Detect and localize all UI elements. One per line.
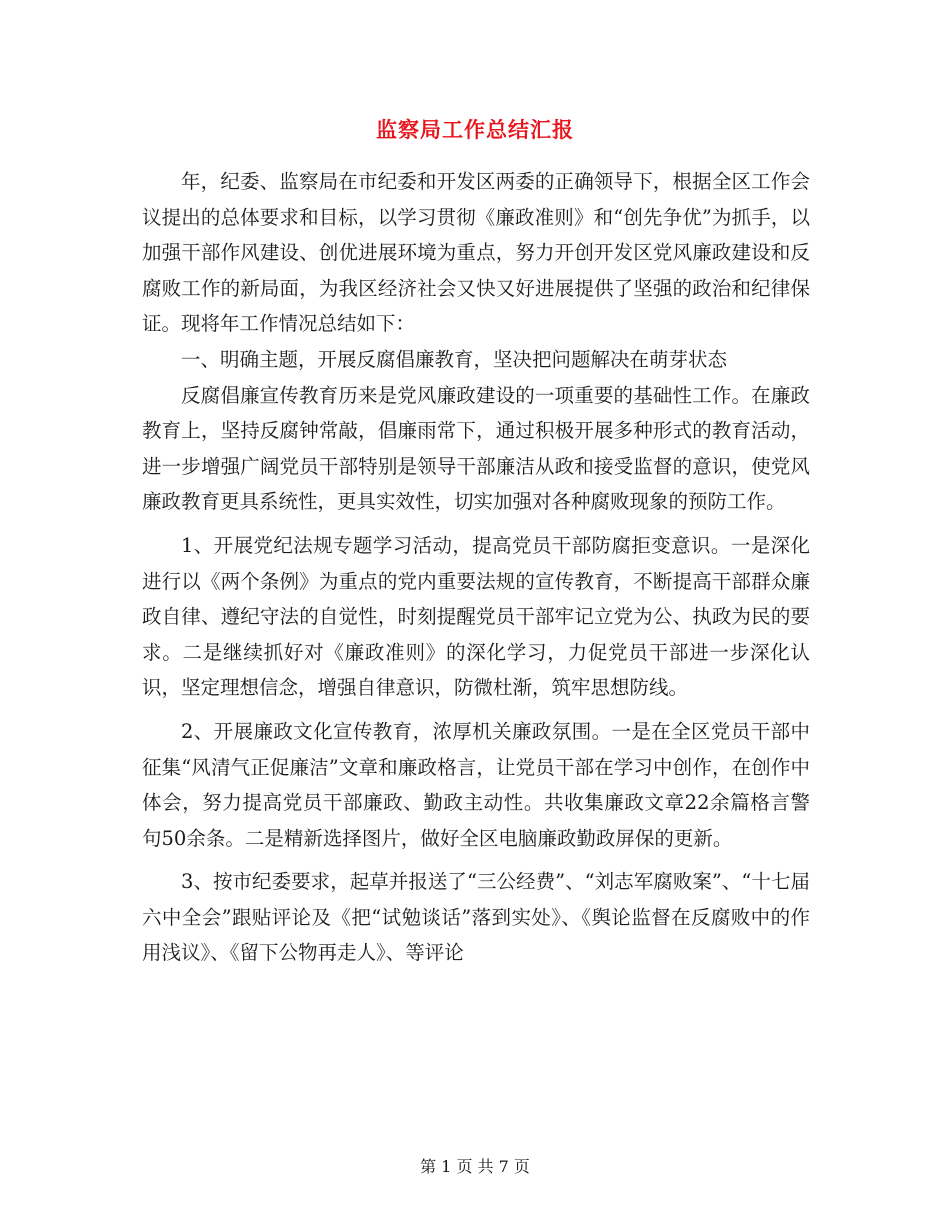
paragraph-intro: 年，纪委、监察局在市纪委和开发区两委的正确领导下，根据全区工作会议提出的总体要求和目标，以学习贯彻《廉政准则》和“创先争优”为抓手，以加强干部作风建设、创优进展环境为重点，努力开创开发区党风廉政建设和反腐败工作的新局面，为我区经济社会又快又好进展提供了坚强的政治和纪律保证。现将年工作情况总结如下：: [142, 170, 810, 336]
document-body: [142, 164, 810, 971]
paragraph-item-1: 1、开展党纪法规专题学习活动，提高党员干部防腐拒变意识。一是深化进行以《两个条例》为重点的党内重要法规的宣传教育，不断提高干部群众廉政自律、遵纪守法的自觉性，时刻提醒党员干部牢记立党为公、执政为民的要求。二是继续抓好对《廉政准则》的深化学习，力促党员干部进一步深化认识，坚定理想信念，增强自律意识，防微杜渐，筑牢思想防线。: [142, 533, 810, 700]
document-title: 监察局工作总结汇报: [376, 118, 574, 142]
paragraph-education: 反腐倡廉宣传教育历来是党风廉政建设的一项重要的基础性工作。在廉政教育上，坚持反腐钟常敲，倡廉雨常下，通过积极开展多种形式的教育活动，进一步增强广阔党员干部特别是领导干部廉洁从政和接受监督的意识，使党风廉政教育更具系统性，更具实效性，切实加强对各种腐败现象的预防工作。: [142, 383, 810, 514]
paragraph-item-2: 2、开展廉政文化宣传教育，浓厚机关廉政氛围。一是在全区党员干部中征集“风清气正促廉洁”文章和廉政格言，让党员干部在学习中创作，在创作中体会，努力提高党员干部廉政、勤政主动性。共收集廉政文章22余篇格言警句50余条。二是精新选择图片，做好全区电脑廉政勤政屏保的更新。: [142, 719, 810, 850]
page-number-footer: 第 1 页 共 7 页: [420, 1157, 530, 1176]
paragraph-section-heading: 一、明确主题，开展反腐倡廉教育，坚决把问题解决在萌芽状态: [181, 347, 728, 371]
paragraph-item-3: 3、按市纪委要求，起草并报送了“三公经费”、“刘志军腐败案”、“十七届六中全会”跟贴评论及《把“试勉谈话”落到实处》、《舆论监督在反腐败中的作用浅议》、《留下公物再走人》、等评论: [142, 870, 810, 965]
